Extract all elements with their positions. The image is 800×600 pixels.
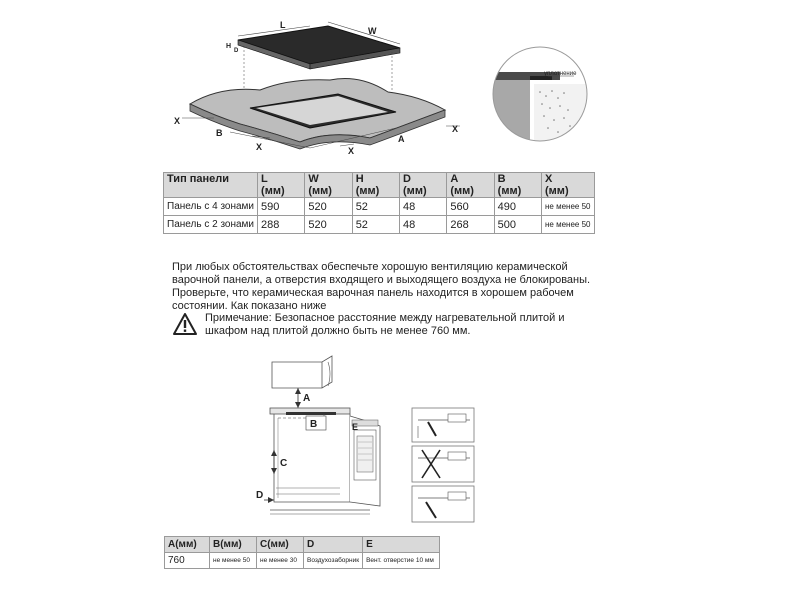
install-label-B: B [310,419,318,430]
cell-E: Вент. отверстие 10 мм [363,553,440,569]
cell-B: 500 [494,216,541,234]
cell-panel-type: Панель с 4 зонами [164,198,258,216]
mounting-example-wrong [412,446,474,482]
table-header-row [164,173,595,198]
label-B: B [216,128,223,138]
cell-B: 490 [494,198,541,216]
cell-panel-type: Панель с 2 зонами [164,216,258,234]
mounting-examples-diagram [410,406,480,524]
table-row [165,553,440,569]
table-row [164,198,595,216]
table-row [164,216,595,234]
cell-A: 560 [447,198,494,216]
header-L: L (мм) [258,173,305,198]
label-D: D [234,48,239,54]
cell-B: не менее 50 [210,553,257,569]
install-label-A: A [303,393,311,404]
cell-D: Воздухозаборник [304,553,363,569]
cell-A: 760 [165,553,210,569]
table-header-row [165,537,440,553]
install-label-D: D [256,490,264,501]
label-H: H [226,43,232,50]
cell-H: 52 [352,198,399,216]
header-D: D (мм) [400,173,447,198]
label-X-bottom: X [348,146,355,156]
mounting-example-ok-2 [412,486,474,522]
header-D: D [304,537,363,553]
cell-X: не менее 50 [542,216,595,234]
hob-cutout-diagram [160,8,480,158]
warning-triangle-icon [172,312,198,336]
install-label-C: C [280,458,288,469]
header-A: A (мм) [447,173,494,198]
safety-note: Примечание: Безопасное расстояние между нагревательной плитой и шкафом над плитой должно быть не менее 760 мм. [205,312,565,337]
header-B: B (мм) [494,173,541,198]
seal-detail-diagram [490,44,590,144]
cell-H: 52 [352,216,399,234]
cell-X: не менее 50 [542,198,595,216]
ventilation-paragraph: При любых обстоятельствах обеспечьте хорошую вентиляцию керамической варочной панели, а отверстия входящего и выходящего воздуха не блокированы. Проверьте, что керамическая варочная панель находится в хорошем рабочем состоянии. Как показано ниже [172,261,591,312]
clearance-table [164,536,440,569]
cell-A: 268 [447,216,494,234]
label-W: W [368,26,377,36]
seal-label: уплотнение [544,71,577,77]
cell-D: 48 [400,216,447,234]
label-L: L [280,20,286,30]
header-E: E [363,537,440,553]
header-C: C(мм) [257,537,304,553]
mounting-example-ok-1 [412,408,474,442]
header-H: H (мм) [352,173,399,198]
header-W: W (мм) [305,173,352,198]
header-A: A(мм) [165,537,210,553]
label-X-lower: X [256,142,263,152]
header-B: B(мм) [210,537,257,553]
cell-L: 590 [258,198,305,216]
installation-clearance-diagram [240,354,390,524]
label-X-left: X [174,116,181,126]
cell-D: 48 [400,198,447,216]
cell-L: 288 [258,216,305,234]
header-X: X (мм) [542,173,595,198]
cell-W: 520 [305,216,352,234]
dimensions-table [163,172,595,234]
cell-C: не менее 30 [257,553,304,569]
label-X-right: X [452,124,459,134]
install-label-E: E [352,422,359,432]
cell-W: 520 [305,198,352,216]
header-panel-type: Тип панели [164,173,258,198]
label-A: A [398,134,405,144]
